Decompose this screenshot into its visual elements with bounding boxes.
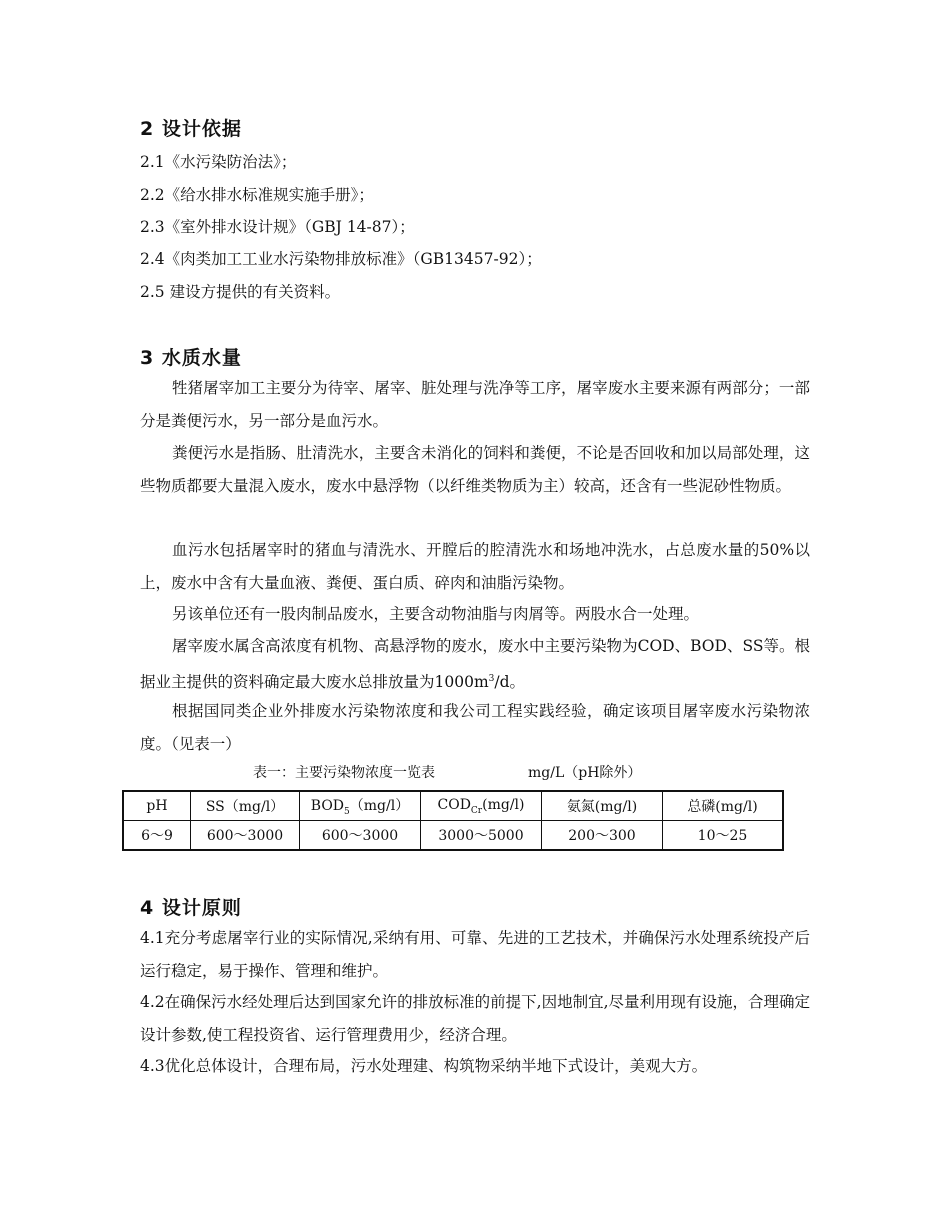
- table-unit-note: mg/L（pH除外）: [528, 765, 642, 781]
- table-caption: 表一：主要污染物浓度一览表: [253, 765, 435, 781]
- basis-item: 2.2《给水排水标准规实施手册》；: [140, 186, 374, 204]
- basis-item: 2.1《水污染防治法》；: [140, 153, 297, 171]
- section-4-title: 4 设计原则: [140, 897, 242, 919]
- basis-item: 2.4《肉类加工工业水污染物排放标准》（GB13457-92）；: [140, 250, 542, 268]
- table-row: [123, 821, 783, 851]
- header-total-phosphorus: 总磷(mg/l): [663, 791, 784, 821]
- principle-item-1: 4.1充分考虑屠宰行业的实际情况,采纳有用、可靠、先进的工艺技术，并确保污水处理系统投产后运行稳定，易于操作、管理和维护。: [140, 929, 810, 980]
- header-ph: pH: [123, 791, 191, 821]
- cell-cod: 3000～5000: [421, 821, 542, 851]
- cell-total-phosphorus: 10～25: [663, 821, 784, 851]
- cell-ss: 600～3000: [191, 821, 300, 851]
- water-quality-paragraph-5: 屠宰废水属含高浓度有机物、高悬浮物的废水，废水中主要污染物为COD、BOD、SS等。根据业主提供的资料确定最大废水总排放量为$1000m^3/d$。: [140, 637, 810, 691]
- principle-item-2: 4.2在确保污水经处理后达到国家允许的排放标准的前提下,因地制宜,尽量利用现有设施，合理确定设计参数,使工程投资省、运行管理费用少，经济合理。: [140, 993, 811, 1044]
- pollutant-table: [122, 790, 784, 851]
- header-cod: $COD_{Cr}(mg/l)$: [421, 791, 542, 821]
- cell-bod: 600～3000: [300, 821, 421, 851]
- table-header-row: [123, 791, 783, 821]
- water-quality-paragraph-1: 牲猪屠宰加工主要分为待宰、屠宰、脏处理与洗净等工序，屠宰废水主要来源有两部分；一部分是粪便污水，另一部分是血污水。: [140, 379, 810, 430]
- header-bod: $BOD_5(mg/l)$: [300, 791, 421, 821]
- water-quality-paragraph-4: 另该单位还有一股肉制品废水，主要含动物油脂与肉屑等。两股水合一处理。: [172, 605, 700, 623]
- header-ss: SS（mg/l）: [191, 791, 300, 821]
- basis-item: 2.3《室外排水设计规》（GBJ 14-87）；: [140, 218, 415, 236]
- water-quality-paragraph-6: 根据国同类企业外排废水污染物浓度和我公司工程实践经验，确定该项目屠宰废水污染物浓度。（见表一）: [140, 702, 810, 753]
- cell-ph: 6～9: [123, 821, 191, 851]
- water-quality-paragraph-2: 粪便污水是指肠、肚清洗水，主要含未消化的饲料和粪便，不论是否回收和加以局部处理，这些物质都要大量混入废水，废水中悬浮物（以纤维类物质为主）较高，还含有一些泥砂性物质。: [140, 444, 810, 495]
- section-2-title: 2 设计依据: [140, 118, 242, 140]
- header-ammonia: 氨氮(mg/l): [542, 791, 663, 821]
- principle-item-3: 4.3优化总体设计，合理布局，污水处理建、构筑物采纳半地下式设计，美观大方。: [140, 1057, 708, 1075]
- water-quality-paragraph-3: 血污水包括屠宰时的猪血与清洗水、开膛后的腔清洗水和场地冲洗水，占总废水量的50%以上，废水中含有大量血液、粪便、蛋白质、碎肉和油脂污染物。: [140, 541, 810, 592]
- section-3-title: 3 水质水量: [140, 347, 242, 369]
- basis-item: 2.5 建设方提供的有关资料。: [140, 283, 341, 301]
- cell-ammonia: 200～300: [542, 821, 663, 851]
